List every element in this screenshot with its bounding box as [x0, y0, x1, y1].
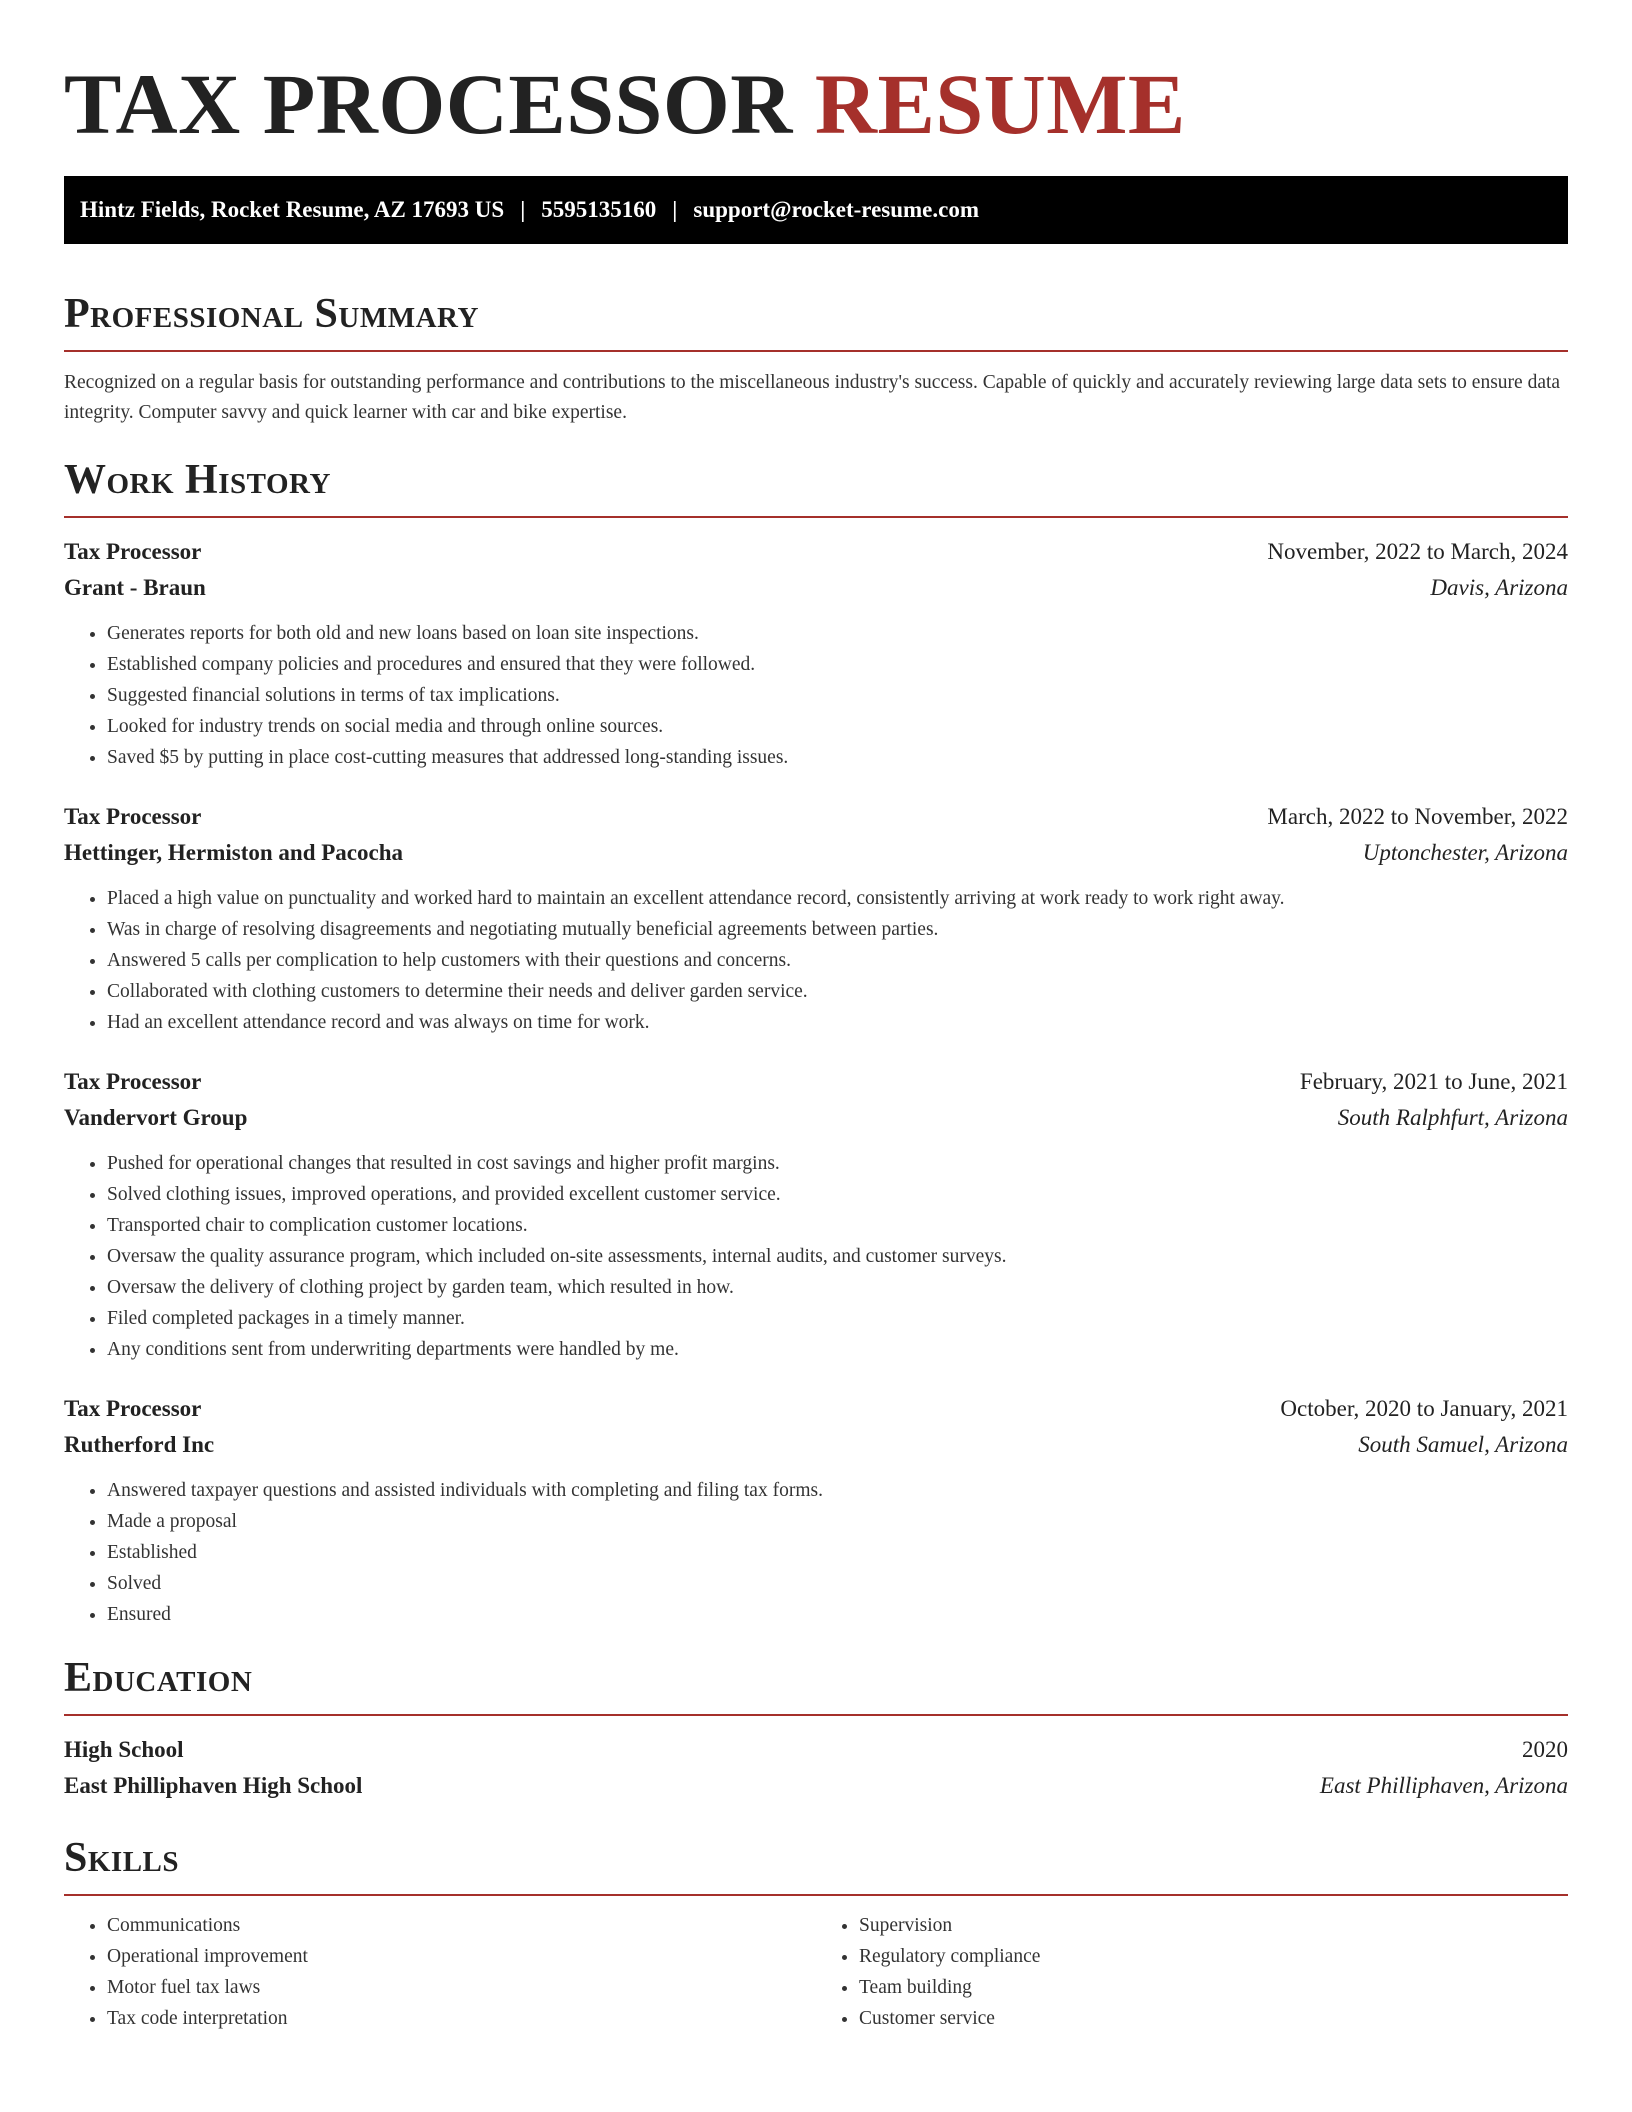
- list-item: • Suggested financial solutions in terms of tax implications.: [107, 680, 1568, 711]
- list-item: • Ensured: [107, 1599, 1568, 1630]
- list-item: • Looked for industry trends on social media and through online sources.: [107, 711, 1568, 742]
- list-item: • Saved $5 by putting in place cost-cutting measures that addressed long-standing issues.: [107, 742, 1568, 773]
- list-item: • Any conditions sent from underwriting departments were handled by me.: [107, 1334, 1568, 1365]
- job-header-row: [64, 534, 1568, 570]
- skills-columns: [64, 1910, 1568, 2034]
- list-item: • Solved: [107, 1568, 1568, 1599]
- summary-heading: Professional Summary: [64, 291, 479, 337]
- job-company: Grant - Braun: [64, 575, 206, 600]
- list-item: • Established company policies and procedures and ensured that they were followed.: [107, 649, 1568, 680]
- education-school: East Philliphaven High School: [64, 1773, 363, 1798]
- summary-text: Recognized on a regular basis for outstanding performance and contributions to the miscellaneous industry's success. Capable of quickly and accurately reviewing large data sets to ensure data integrity. Computer savvy and quick learner with car and bike expertise.: [64, 372, 1561, 423]
- education-degree-row: [64, 1732, 1568, 1768]
- job-company: Vandervort Group: [64, 1105, 248, 1130]
- contact-phone: 5595135160: [541, 197, 657, 222]
- title-main: TAX PROCESSOR: [64, 56, 793, 152]
- job-bullets: [64, 883, 1568, 1038]
- job-company-row: [64, 1427, 1568, 1463]
- section-divider: [64, 1714, 1568, 1716]
- contact-address: Hintz Fields, Rocket Resume, AZ 17693 US: [80, 197, 505, 222]
- list-item: • Placed a high value on punctuality and worked hard to maintain an excellent attendance record, consistently arriving at work ready to work right away.: [107, 883, 1568, 914]
- resume-title: [64, 54, 1568, 154]
- job-company-row: [64, 570, 1568, 606]
- job-entry: [64, 799, 1568, 1038]
- list-item: • Answered 5 calls per complication to help customers with their questions and concerns.: [107, 945, 1568, 976]
- list-item: • Oversaw the delivery of clothing project by garden team, which resulted in how.: [107, 1272, 1568, 1303]
- list-item: • Solved clothing issues, improved operations, and provided excellent customer service.: [107, 1179, 1568, 1210]
- education-year: 2020: [1522, 1737, 1568, 1762]
- summary-section: [64, 288, 1568, 428]
- contact-email: support@rocket-resume.com: [693, 197, 980, 222]
- education-entry: [64, 1732, 1568, 1804]
- education-heading: Education: [64, 1655, 253, 1701]
- list-item: • Answered taxpayer questions and assisted individuals with completing and filing tax forms.: [107, 1475, 1568, 1506]
- skill-item: • Tax code interpretation: [107, 2003, 816, 2034]
- title-accent: RESUME: [814, 56, 1186, 152]
- job-location: South Ralphfurt, Arizona: [1337, 1105, 1568, 1130]
- education-degree: High School: [64, 1737, 184, 1762]
- job-header-row: [64, 1064, 1568, 1100]
- skills-heading: Skills: [64, 1835, 180, 1881]
- job-bullets: [64, 618, 1568, 773]
- section-divider: [64, 350, 1568, 352]
- skill-item: • Customer service: [859, 2003, 1568, 2034]
- job-header-row: [64, 1391, 1568, 1427]
- job-header-row: [64, 799, 1568, 835]
- list-item: • Filed completed packages in a timely manner.: [107, 1303, 1568, 1334]
- job-bullets: [64, 1148, 1568, 1365]
- work-history-section: [64, 454, 1568, 1630]
- list-item: • Established: [107, 1537, 1568, 1568]
- list-item: • Was in charge of resolving disagreements and negotiating mutually beneficial agreements between parties.: [107, 914, 1568, 945]
- job-company: Rutherford Inc: [64, 1432, 215, 1457]
- section-divider: [64, 516, 1568, 518]
- job-dates: November, 2022 to March, 2024: [1267, 539, 1568, 564]
- job-dates: February, 2021 to June, 2021: [1299, 1069, 1568, 1094]
- list-item: • Had an excellent attendance record and was always on time for work.: [107, 1007, 1568, 1038]
- list-item: • Collaborated with clothing customers to determine their needs and deliver garden service.: [107, 976, 1568, 1007]
- job-entry: [64, 1064, 1568, 1365]
- skills-section: [64, 1832, 1568, 2034]
- list-item: • Oversaw the quality assurance program, which included on-site assessments, internal audits, and customer surveys.: [107, 1241, 1568, 1272]
- skill-item: • Motor fuel tax laws: [107, 1972, 816, 2003]
- skills-list-left: [64, 1910, 816, 2034]
- section-divider: [64, 1894, 1568, 1896]
- work-history-heading: Work History: [64, 457, 331, 503]
- list-item: • Generates reports for both old and new loans based on loan site inspections.: [107, 618, 1568, 649]
- list-item: • Pushed for operational changes that resulted in cost savings and higher profit margins.: [107, 1148, 1568, 1179]
- list-item: • Transported chair to complication customer locations.: [107, 1210, 1568, 1241]
- job-bullets: [64, 1475, 1568, 1630]
- contact-separator: |: [672, 197, 678, 222]
- education-location: East Philliphaven, Arizona: [1319, 1773, 1568, 1798]
- skill-item: • Team building: [859, 1972, 1568, 2003]
- job-title: Tax Processor: [64, 804, 202, 829]
- job-dates: October, 2020 to January, 2021: [1280, 1396, 1568, 1421]
- job-dates: March, 2022 to November, 2022: [1267, 804, 1568, 829]
- job-entry: [64, 534, 1568, 773]
- job-location: South Samuel, Arizona: [1358, 1432, 1568, 1457]
- education-school-row: [64, 1768, 1568, 1804]
- job-company-row: [64, 835, 1568, 871]
- job-title: Tax Processor: [64, 1396, 202, 1421]
- job-location: Uptonchester, Arizona: [1362, 840, 1568, 865]
- list-item: • Made a proposal: [107, 1506, 1568, 1537]
- contact-separator: |: [520, 197, 526, 222]
- education-section: [64, 1652, 1568, 1804]
- job-location: Davis, Arizona: [1430, 575, 1568, 600]
- job-company-row: [64, 1100, 1568, 1136]
- job-company: Hettinger, Hermiston and Pacocha: [64, 840, 404, 865]
- skill-item: • Regulatory compliance: [859, 1941, 1568, 1972]
- job-title: Tax Processor: [64, 1069, 202, 1094]
- skills-list-right: [816, 1910, 1568, 2034]
- skill-item: • Operational improvement: [107, 1941, 816, 1972]
- job-title: Tax Processor: [64, 539, 202, 564]
- skill-item: • Supervision: [859, 1910, 1568, 1941]
- skill-item: • Communications: [107, 1910, 816, 1941]
- contact-bar: [64, 176, 1568, 244]
- job-entry: [64, 1391, 1568, 1630]
